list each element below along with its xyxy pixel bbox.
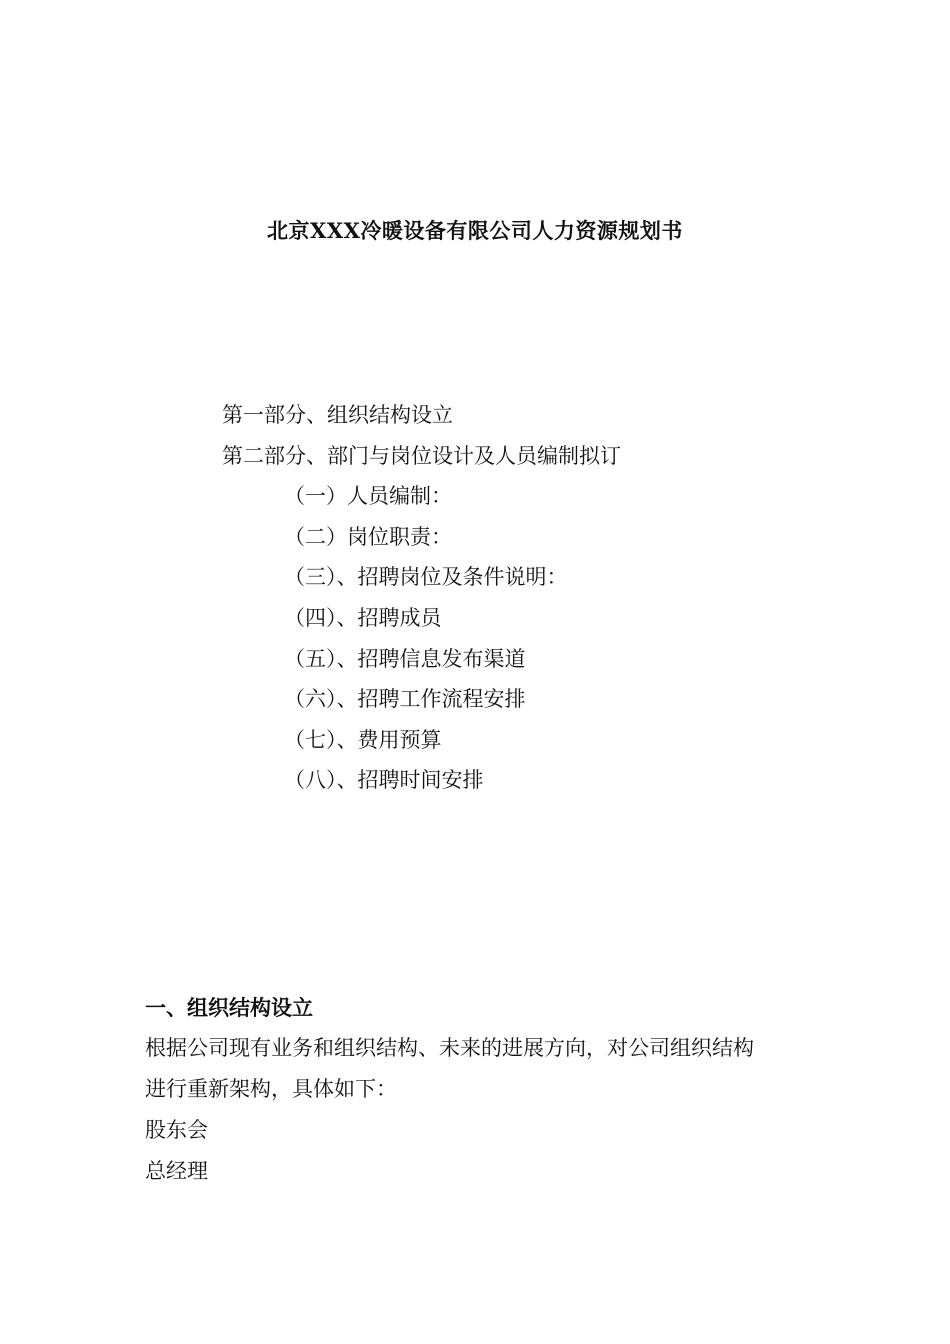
- section-organization-structure: [145, 988, 825, 1192]
- toc-subitem-3: （三）、招聘岗位及条件说明：: [284, 565, 568, 590]
- document-title: 北京XXX冷暖设备有限公司人力资源规划书: [267, 218, 683, 243]
- section-intro-line-1: 根据公司现有业务和组织结构、未来的进展方向，对公司组织结构: [145, 1036, 754, 1060]
- toc-subitem-1: （一）人员编制：: [284, 484, 452, 509]
- toc-item-part-1: 第一部分、组织结构设立: [222, 403, 453, 427]
- toc-subitem-8: （八）、招聘时间安排: [284, 768, 484, 793]
- section-heading: 一、组织结构设立: [145, 995, 313, 1020]
- toc-subitem-5: （五）、招聘信息发布渠道: [284, 646, 526, 671]
- toc-subitem-4: （四）、招聘成员: [284, 605, 442, 630]
- toc-subitem-7: （七）、费用预算: [284, 727, 442, 752]
- toc-item-part-2: 第二部分、部门与岗位设计及人员编制拟订: [222, 443, 621, 468]
- section-intro-line-2: 进行重新架构，具体如下：: [145, 1077, 397, 1101]
- toc-subitem-6: （六）、招聘工作流程安排: [284, 687, 526, 712]
- table-of-contents: [222, 395, 621, 801]
- org-item-shareholders-meeting: 股东会: [145, 1118, 208, 1142]
- toc-subitem-2: （二）岗位职责：: [284, 524, 452, 549]
- org-item-general-manager: 总经理: [145, 1159, 208, 1183]
